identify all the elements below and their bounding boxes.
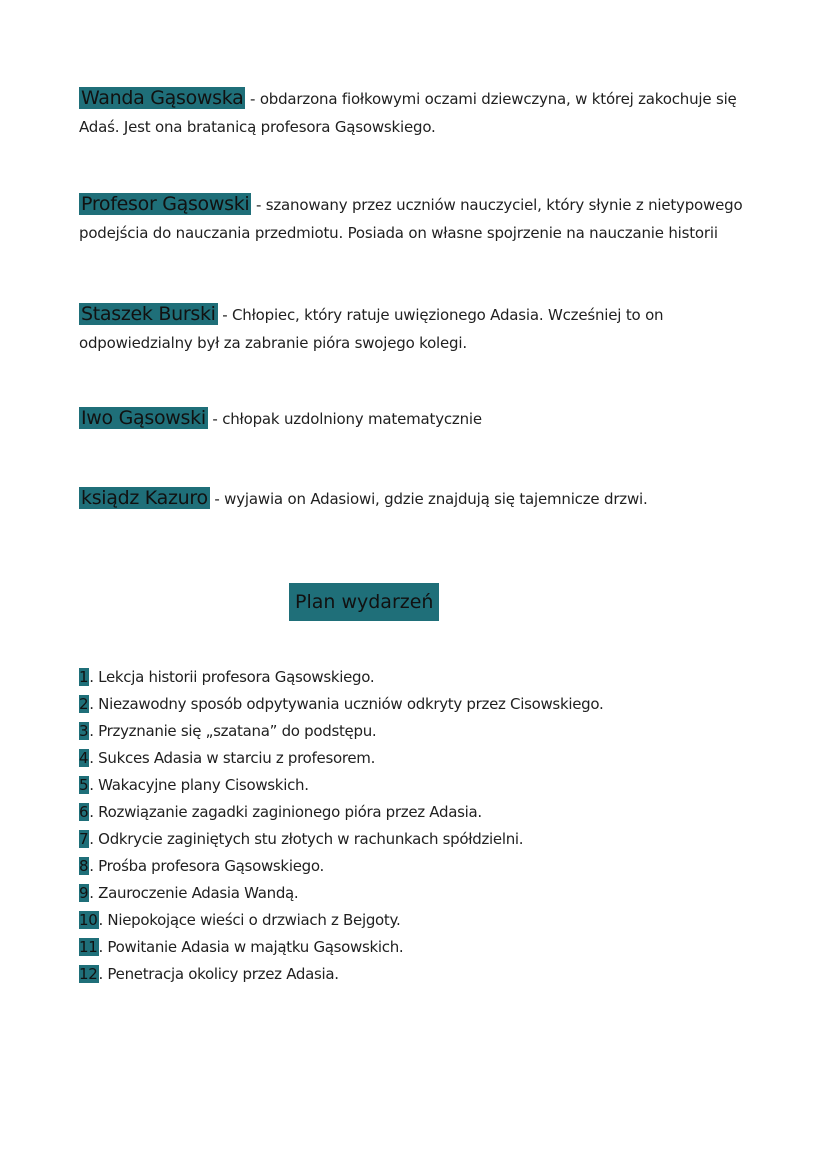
plan-item [79,961,779,988]
plan-item-text: . Sukces Adasia w starciu z profesorem. [89,749,376,767]
plan-item-text: . Wakacyjne plany Cisowskich. [89,776,309,794]
plan-item-text: . Rozwiązanie zagadki zaginionego pióra przez Adasia. [89,803,482,821]
plan-item [79,907,779,934]
plan-item-number: 8 [79,857,89,875]
character-name: Wanda Gąsowska [81,87,244,109]
character-description: chłopak uzdolniony matematycznie [222,410,482,428]
plan-item-number: 11 [79,938,98,956]
separator: - [209,490,225,508]
character-name: Staszek Burski [81,303,216,325]
plan-heading: Plan wydarzeń [289,583,439,621]
plan-item [79,745,779,772]
plan-list [79,664,779,988]
separator: - [251,196,266,214]
character-description: Chłopiec, który ratuje uwięzionego Adasia. Wcześniej to on odpowiedzialny był za zabranie pióra swojego kolegi. [79,306,664,352]
plan-item [79,772,779,799]
plan-item-number: 10 [79,911,98,929]
character-name: Iwo Gąsowski [81,407,206,429]
plan-item-number: 2 [79,695,89,713]
character-entry-kazuro [79,484,779,513]
plan-item-number: 6 [79,803,89,821]
character-entry-iwo [79,404,779,433]
separator: - [245,90,260,108]
character-entry-wanda [79,84,779,141]
plan-item-text: . Zauroczenie Adasia Wandą. [89,884,299,902]
plan-item-number: 3 [79,722,89,740]
plan-item-number: 4 [79,749,89,767]
plan-item-text: . Penetracja okolicy przez Adasia. [98,965,339,983]
plan-item [79,691,779,718]
character-entry-staszek [79,300,779,357]
plan-item-number: 12 [79,965,98,983]
plan-item [79,880,779,907]
plan-item [79,664,779,691]
plan-item [79,853,779,880]
character-description: obdarzona fiołkowymi oczami dziewczyna, w której zakochuje się Adaś. Jest ona bratanicą profesora Gąsowskiego. [79,90,737,136]
character-name: ksiądz Kazuro [81,487,208,509]
character-description: wyjawia on Adasiowi, gdzie znajdują się tajemnicze drzwi. [224,490,648,508]
plan-item [79,934,779,961]
plan-item-text: . Niezawodny sposób odpytywania uczniów odkryty przez Cisowskiego. [89,695,604,713]
character-description: szanowany przez uczniów nauczyciel, który słynie z nietypowego podejścia do nauczania przedmiotu. Posiada on własne spojrzenie na nauczanie historii [79,196,743,242]
plan-item-text: . Odkrycie zaginiętych stu złotych w rachunkach spółdzielni. [89,830,524,848]
plan-item-number: 9 [79,884,89,902]
separator: - [207,410,223,428]
plan-item-text: . Lekcja historii profesora Gąsowskiego. [89,668,375,686]
plan-item-number: 5 [79,776,89,794]
plan-item [79,826,779,853]
separator: - [217,306,232,324]
plan-item-text: . Powitanie Adasia w majątku Gąsowskich. [98,938,404,956]
plan-item-text: . Przyznanie się „szatana” do podstępu. [89,722,377,740]
plan-item [79,718,779,745]
plan-item [79,799,779,826]
plan-item-text: . Niepokojące wieści o drzwiach z Bejgoty. [98,911,401,929]
plan-item-number: 7 [79,830,89,848]
plan-item-text: . Prośba profesora Gąsowskiego. [89,857,324,875]
plan-item-number: 1 [79,668,89,686]
character-entry-profesor [79,190,779,247]
character-name: Profesor Gąsowski [81,193,250,215]
